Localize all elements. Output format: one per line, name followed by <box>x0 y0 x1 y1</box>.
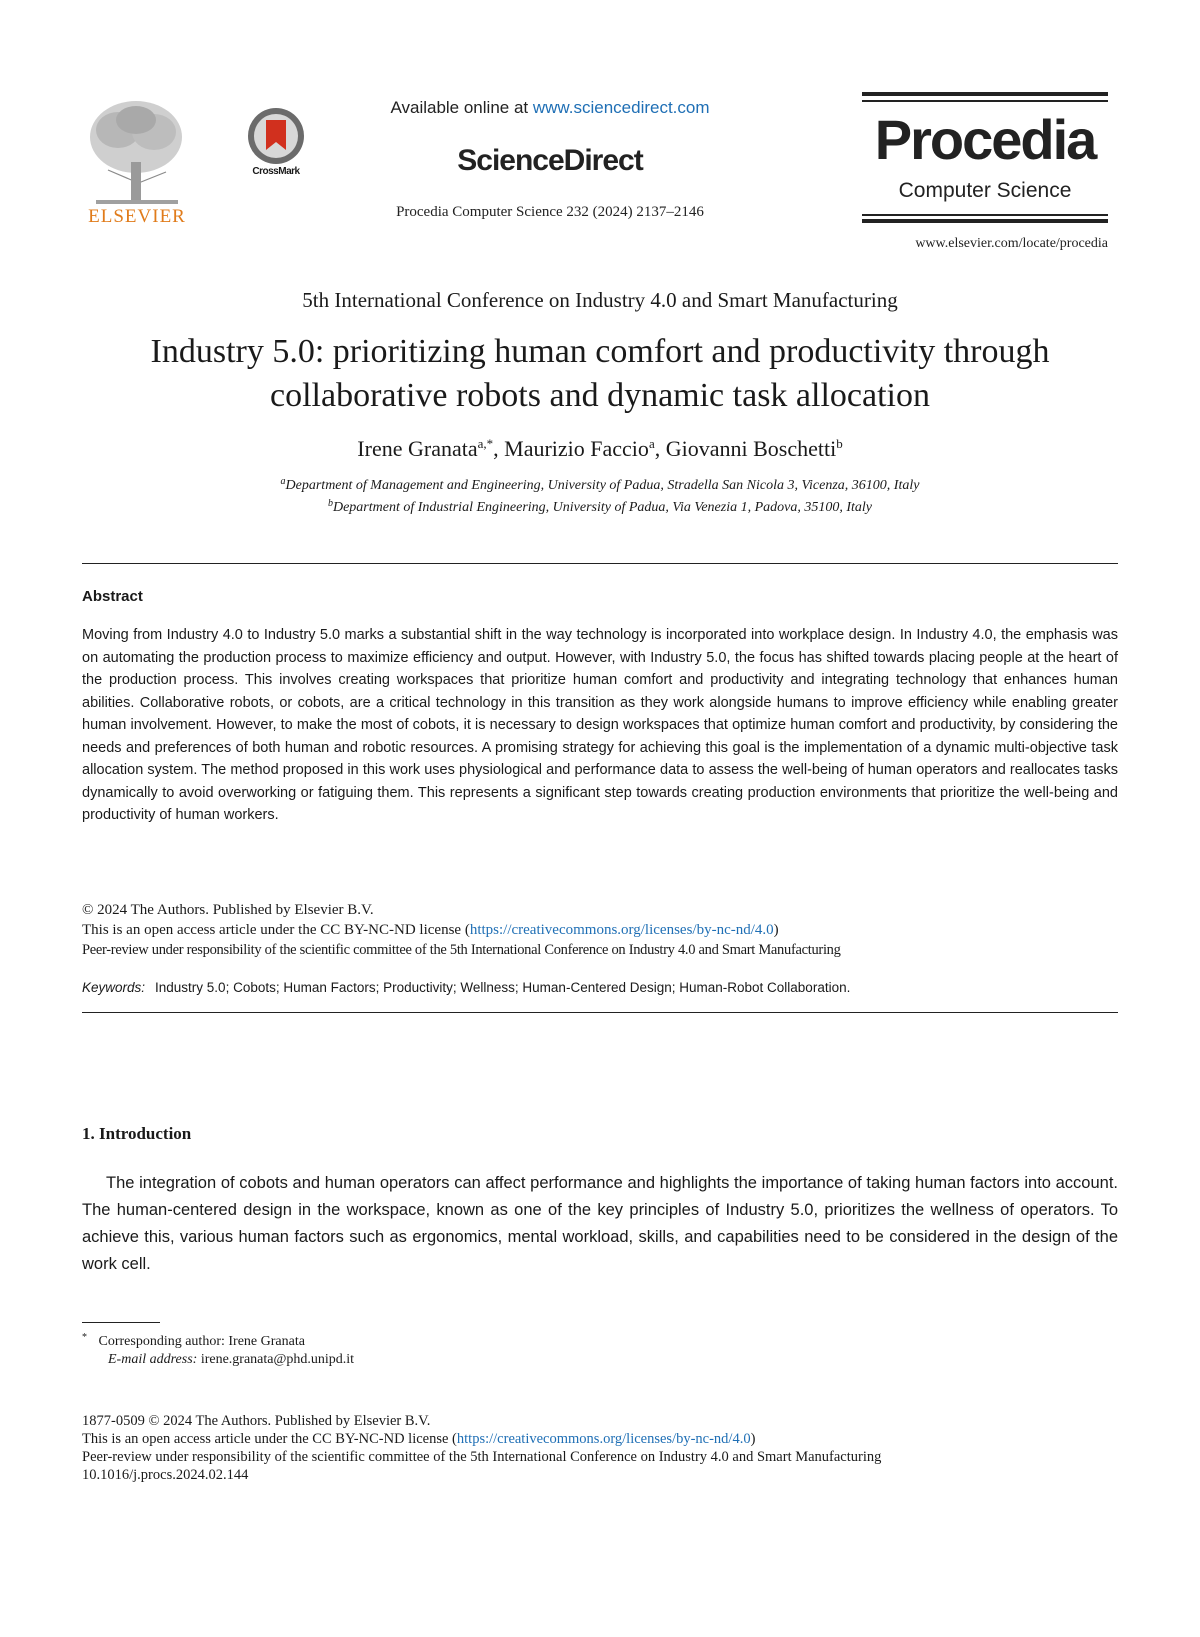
available-prefix: Available online at <box>390 98 533 117</box>
abstract-body: Moving from Industry 4.0 to Industry 5.0 marks a substantial shift in the way technology is incorporated into workplace design. In Industry 4.0, the emphasis was on automating the production process to maximize efficiency and output. However, with Industry 5.0, the focus has shifted towards placing people at the heart of the production process. This involves creating workspaces that prioritize human comfort and productivity and integrating technology that enhances human abilities. Collaborative robots, or cobots, are a critical technology in this transition as they work alongside humans to improve efficiency while enabling greater human involvement. However, to make the most of cobots, it is necessary to design workspaces that optimize human comfort and productivity, by considering the needs and preferences of both human and robotic resources. A promising strategy for achieving this goal is the implementation of a dynamic multi-objective task allocation system. The method proposed in this work uses physiological and performance data to assess the well-being of human operators and reallocates tasks dynamically to avoid overworking or fatiguing them. This represents a significant step towards creating production environments that prioritize the well-being and productivity of human workers. <box>82 627 1118 823</box>
copyright-line: © 2024 The Authors. Published by Elsevier B.V. <box>82 902 374 918</box>
keywords-label: Keywords: <box>82 980 146 995</box>
front-open-access-prefix: This is an open access article under the CC BY-NC-ND license ( <box>82 1431 457 1447</box>
footnote-rule <box>82 1322 160 1323</box>
footnote-marker: * <box>82 1332 87 1343</box>
procedia-subtitle: Computer Science <box>898 179 1072 202</box>
affiliation-b <box>80 498 1120 516</box>
journal-reference: Procedia Computer Science 232 (2024) 2137–2146 <box>396 204 704 220</box>
procedia-title: Procedia <box>874 108 1096 171</box>
procedia-url[interactable]: www.elsevier.com/locate/procedia <box>915 236 1108 251</box>
affiliation-a <box>80 476 1120 494</box>
front-open-access-line <box>82 1430 1118 1448</box>
available-online <box>300 98 800 118</box>
license-link[interactable]: https://creativecommons.org/licenses/by-nc-nd/4.0 <box>469 922 774 938</box>
author-name: Irene Granata <box>357 436 478 461</box>
procedia-top-rule <box>862 92 1108 96</box>
front-open-access-suffix: ) <box>750 1431 756 1447</box>
author-name: Giovanni Boschetti <box>665 436 837 461</box>
conference-name: 5th International Conference on Industry 4.0 and Smart Manufacturing <box>302 288 898 312</box>
author-affiliation-mark: a,* <box>477 436 494 451</box>
author-affiliation-mark: a <box>648 436 655 451</box>
email-note <box>108 1350 1144 1370</box>
elsevier-wordmark: ELSEVIER <box>88 206 186 227</box>
author-name: Maurizio Faccio <box>504 436 649 461</box>
front-license-link[interactable]: https://creativecommons.org/licenses/by-nc-nd/4.0 <box>456 1431 751 1447</box>
abstract-heading: Abstract <box>82 588 143 605</box>
procedia-bottom-rule <box>862 219 1108 223</box>
sciencedirect-wordmark: ScienceDirect <box>457 144 643 177</box>
issn-line: 1877-0509 © 2024 The Authors. Published by Elsevier B.V. <box>82 1413 431 1429</box>
affiliation-text: Department of Management and Engineering, University of Padua, Stradella San Nicola 3, Vicenza, 36100, Italy <box>285 478 920 493</box>
author-list: Irene Granata$^{a,*}$, Maurizio Faccio$^a$, Giovanni Boschetti$^b$ <box>357 436 843 461</box>
keywords-text: Industry 5.0; Cobots; Human Factors; Productivity; Wellness; Human-Centered Design; Human-Robot Collaboration. <box>155 980 851 995</box>
sciencedirect-link[interactable]: www.sciencedirect.com <box>532 98 710 117</box>
corresponding-author: Corresponding author: Irene Granata <box>98 1334 305 1349</box>
front-peer-review: Peer-review under responsibility of the scientific committee of the 5th International Conference on Industry 4.0 and Smart Manufacturing <box>82 1449 882 1465</box>
affiliation-text: Department of Industrial Engineering, University of Padua, Via Venezia 1, Padova, 35100, Italy <box>332 500 873 515</box>
paper-title <box>80 330 1120 418</box>
paper-title-line-2: collaborative robots and dynamic task allocation <box>270 377 930 414</box>
crossmark-label: CrossMark <box>252 166 300 177</box>
procedia-bottom-rule-thin <box>862 214 1108 216</box>
keywords-line <box>82 980 1118 995</box>
affiliation-mark: b <box>327 498 333 509</box>
introduction-body: The integration of cobots and human operators can affect performance and highlights the importance of taking human factors into account. The human-centered design in the workspace, known as one of the key principles of Industry 5.0, prioritizes the wellness of operators. To achieve this, various human factors such as ergonomics, mental workload, skills, and capabilities need to be considered in the design of the work cell. <box>82 1174 1118 1273</box>
corresponding-author-note <box>82 1328 1118 1352</box>
divider-bottom <box>82 1012 1118 1013</box>
peer-review-line: Peer-review under responsibility of the scientific committee of the 5th International Conference on Industry 4.0 and Smart Manufacturing <box>82 942 841 958</box>
email-link[interactable]: irene.granata@phd.unipd.it <box>200 1352 355 1367</box>
author-affiliation-mark: b <box>836 436 843 451</box>
introduction-heading: 1. Introduction <box>82 1124 192 1143</box>
procedia-logo <box>862 92 1108 232</box>
open-access-line <box>82 920 1142 940</box>
procedia-top-rule-thin <box>862 100 1108 102</box>
paper-title-line-1: Industry 5.0: prioritizing human comfort and productivity through <box>150 333 1050 370</box>
elsevier-logo <box>78 92 196 227</box>
affiliation-mark: a <box>280 476 286 487</box>
divider-top <box>82 563 1118 564</box>
doi[interactable]: 10.1016/j.procs.2024.02.144 <box>82 1467 249 1483</box>
open-access-prefix: This is an open access article under the CC BY-NC-ND license ( <box>82 922 470 938</box>
open-access-suffix: ) <box>773 922 779 938</box>
front-matter <box>82 1412 1118 1484</box>
email-label: E-mail address: <box>108 1352 198 1367</box>
